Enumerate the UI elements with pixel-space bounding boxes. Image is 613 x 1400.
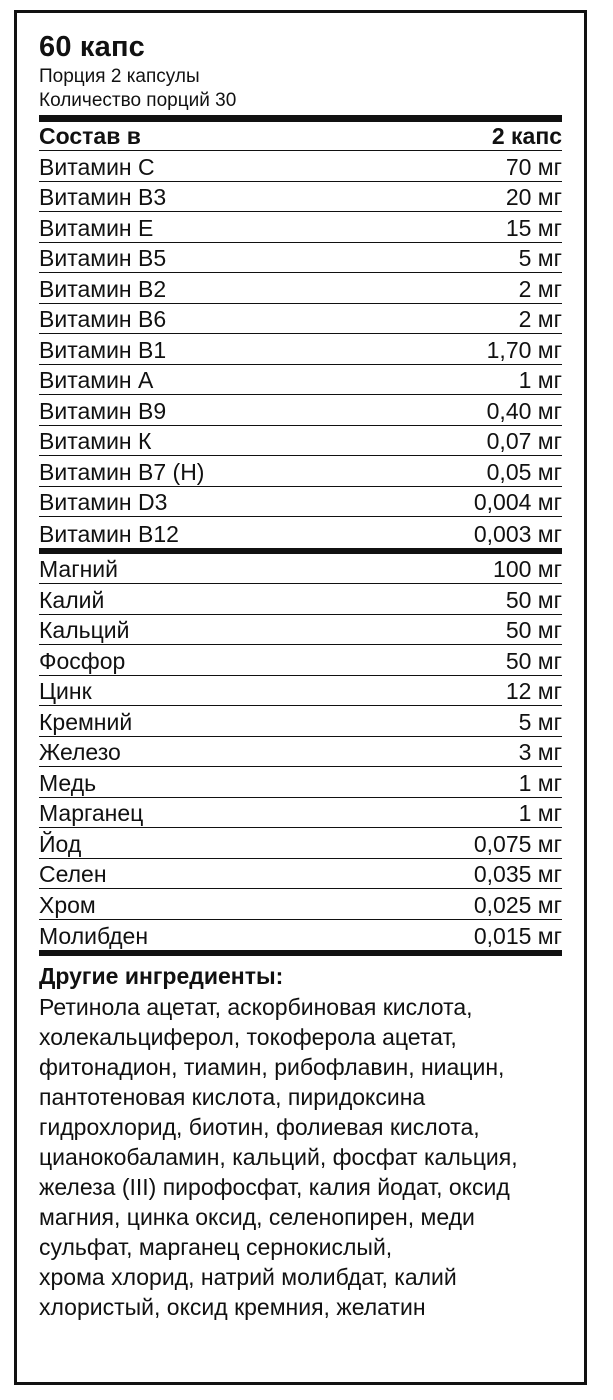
nutrient-amount: 50 мг (505, 617, 562, 643)
other-ingredients-text (39, 992, 562, 1322)
table-row (39, 151, 562, 182)
nutrient-amount: 0,40 мг (486, 397, 562, 424)
label-content (39, 13, 562, 1322)
table-row (39, 182, 562, 213)
nutrient-name: Витамин В1 (39, 336, 167, 363)
table-row (39, 365, 562, 396)
nutrient-name: Витамин В12 (39, 520, 179, 547)
table-row (39, 212, 562, 243)
nutrient-amount: 0,025 мг (473, 891, 562, 918)
table-row (39, 645, 562, 676)
nutrient-amount: 100 мг (493, 556, 562, 582)
nutrient-amount: 3 мг (518, 739, 562, 765)
nutrient-name: Кремний (39, 708, 133, 735)
nutrient-name: Хром (39, 891, 96, 918)
label-title: 60 капс (39, 31, 146, 63)
ingredients-line: хлористый, оксид кремния, желатин (39, 1294, 426, 1320)
nutrient-amount: 5 мг (518, 245, 562, 271)
nutrient-name: Витамин В9 (39, 397, 167, 424)
nutrient-name: Селен (39, 861, 107, 887)
nutrient-amount: 20 мг (505, 184, 562, 210)
table-row (39, 615, 562, 646)
nutrient-amount: 2 мг (518, 306, 562, 332)
nutrient-amount: 50 мг (505, 647, 562, 674)
table-header-left: Состав в (39, 123, 141, 149)
nutrient-name: Витамин А (39, 367, 154, 393)
nutrient-amount: 12 мг (505, 678, 562, 704)
table-row (39, 456, 562, 487)
nutrient-name: Витамин Е (39, 214, 154, 241)
ingredients-line: гидрохлорид, биотин, фолиевая кислота, (39, 1114, 480, 1140)
nutrient-amount: 50 мг (505, 586, 562, 613)
table-row (39, 584, 562, 615)
table-row (39, 737, 562, 768)
minerals-list (39, 554, 562, 951)
table-row (39, 426, 562, 457)
nutrient-name: Витамин В2 (39, 275, 167, 302)
ingredients-line: холекальциферол, токоферола ацетат, (39, 1024, 457, 1050)
nutrient-amount: 2 мг (518, 275, 562, 302)
ingredients-line: железа (III) пирофосфат, калия йодат, оксид (39, 1174, 510, 1200)
nutrient-name: Фосфор (39, 647, 126, 674)
nutrient-name: Витамин В7 (Н) (39, 458, 205, 485)
table-row (39, 554, 562, 585)
nutrient-amount: 0,035 мг (473, 861, 562, 887)
ingredients-line: цианокобаламин, кальций, фосфат кальция, (39, 1144, 518, 1170)
ingredients-line: фитонадион, тиамин, рибофлавин, ниацин, (39, 1054, 505, 1080)
table-row (39, 889, 562, 920)
nutrient-name: Железо (39, 739, 121, 765)
nutrient-amount: 1 мг (518, 769, 562, 796)
table-row (39, 273, 562, 304)
nutrient-amount: 0,003 мг (473, 520, 562, 547)
table-row (39, 243, 562, 274)
table-row (39, 706, 562, 737)
nutrient-name: Молибден (39, 923, 149, 949)
nutrient-name: Витамин В6 (39, 306, 167, 332)
servings-per-container: Количество порций 30 (39, 90, 237, 111)
nutrient-name: Витамин К (39, 428, 152, 454)
ingredients-line: Ретинола ацетат, аскорбиновая кислота, (39, 994, 473, 1020)
ingredients-line: магния, цинка оксид, селенопирен, меди (39, 1204, 475, 1230)
ingredients-line: сульфат, марганец сернокислый, (39, 1234, 393, 1260)
nutrient-amount: 0,05 мг (486, 458, 562, 485)
nutrient-amount: 5 мг (518, 708, 562, 735)
nutrient-name: Марганец (39, 800, 144, 826)
other-ingredients-title: Другие ингредиенты: (39, 963, 284, 989)
ingredients-line: пантотеновая кислота, пиридоксина (39, 1084, 426, 1110)
section-divider (39, 950, 562, 956)
nutrient-name: Цинк (39, 678, 92, 704)
table-row (39, 395, 562, 426)
table-row (39, 304, 562, 335)
nutrient-amount: 1 мг (518, 367, 562, 393)
nutrient-name: Медь (39, 769, 97, 796)
table-row (39, 920, 562, 951)
nutrient-name: Магний (39, 556, 118, 582)
nutrient-name: Витамин D3 (39, 489, 168, 515)
table-row (39, 828, 562, 859)
table-row (39, 517, 562, 548)
serving-size: Порция 2 капсулы (39, 66, 200, 87)
nutrient-name: Кальций (39, 617, 130, 643)
table-row (39, 859, 562, 890)
nutrient-name: Витамин В3 (39, 184, 167, 210)
nutrient-amount: 0,004 мг (473, 489, 562, 515)
nutrient-amount: 0,075 мг (473, 830, 562, 857)
table-row (39, 334, 562, 365)
nutrient-amount: 1 мг (518, 800, 562, 826)
nutrient-amount: 0,015 мг (473, 923, 562, 949)
nutrient-name: Калий (39, 586, 105, 613)
table-row (39, 487, 562, 518)
table-row (39, 676, 562, 707)
nutrient-amount: 1,70 мг (486, 336, 562, 363)
table-header-row (39, 122, 562, 151)
nutrient-name: Витамин В5 (39, 245, 167, 271)
vitamins-list (39, 151, 562, 548)
header-divider (39, 115, 562, 122)
nutrient-amount: 70 мг (505, 153, 562, 180)
nutrient-amount: 0,07 мг (486, 428, 562, 454)
table-row (39, 798, 562, 829)
ingredients-line: хрома хлорид, натрий молибдат, калий (39, 1264, 457, 1290)
table-row (39, 767, 562, 798)
nutrient-name: Йод (39, 830, 82, 857)
supplement-facts-label (14, 10, 587, 1385)
nutrient-name: Витамин С (39, 153, 155, 180)
nutrient-amount: 15 мг (505, 214, 562, 241)
table-header-right: 2 капс (491, 123, 562, 149)
